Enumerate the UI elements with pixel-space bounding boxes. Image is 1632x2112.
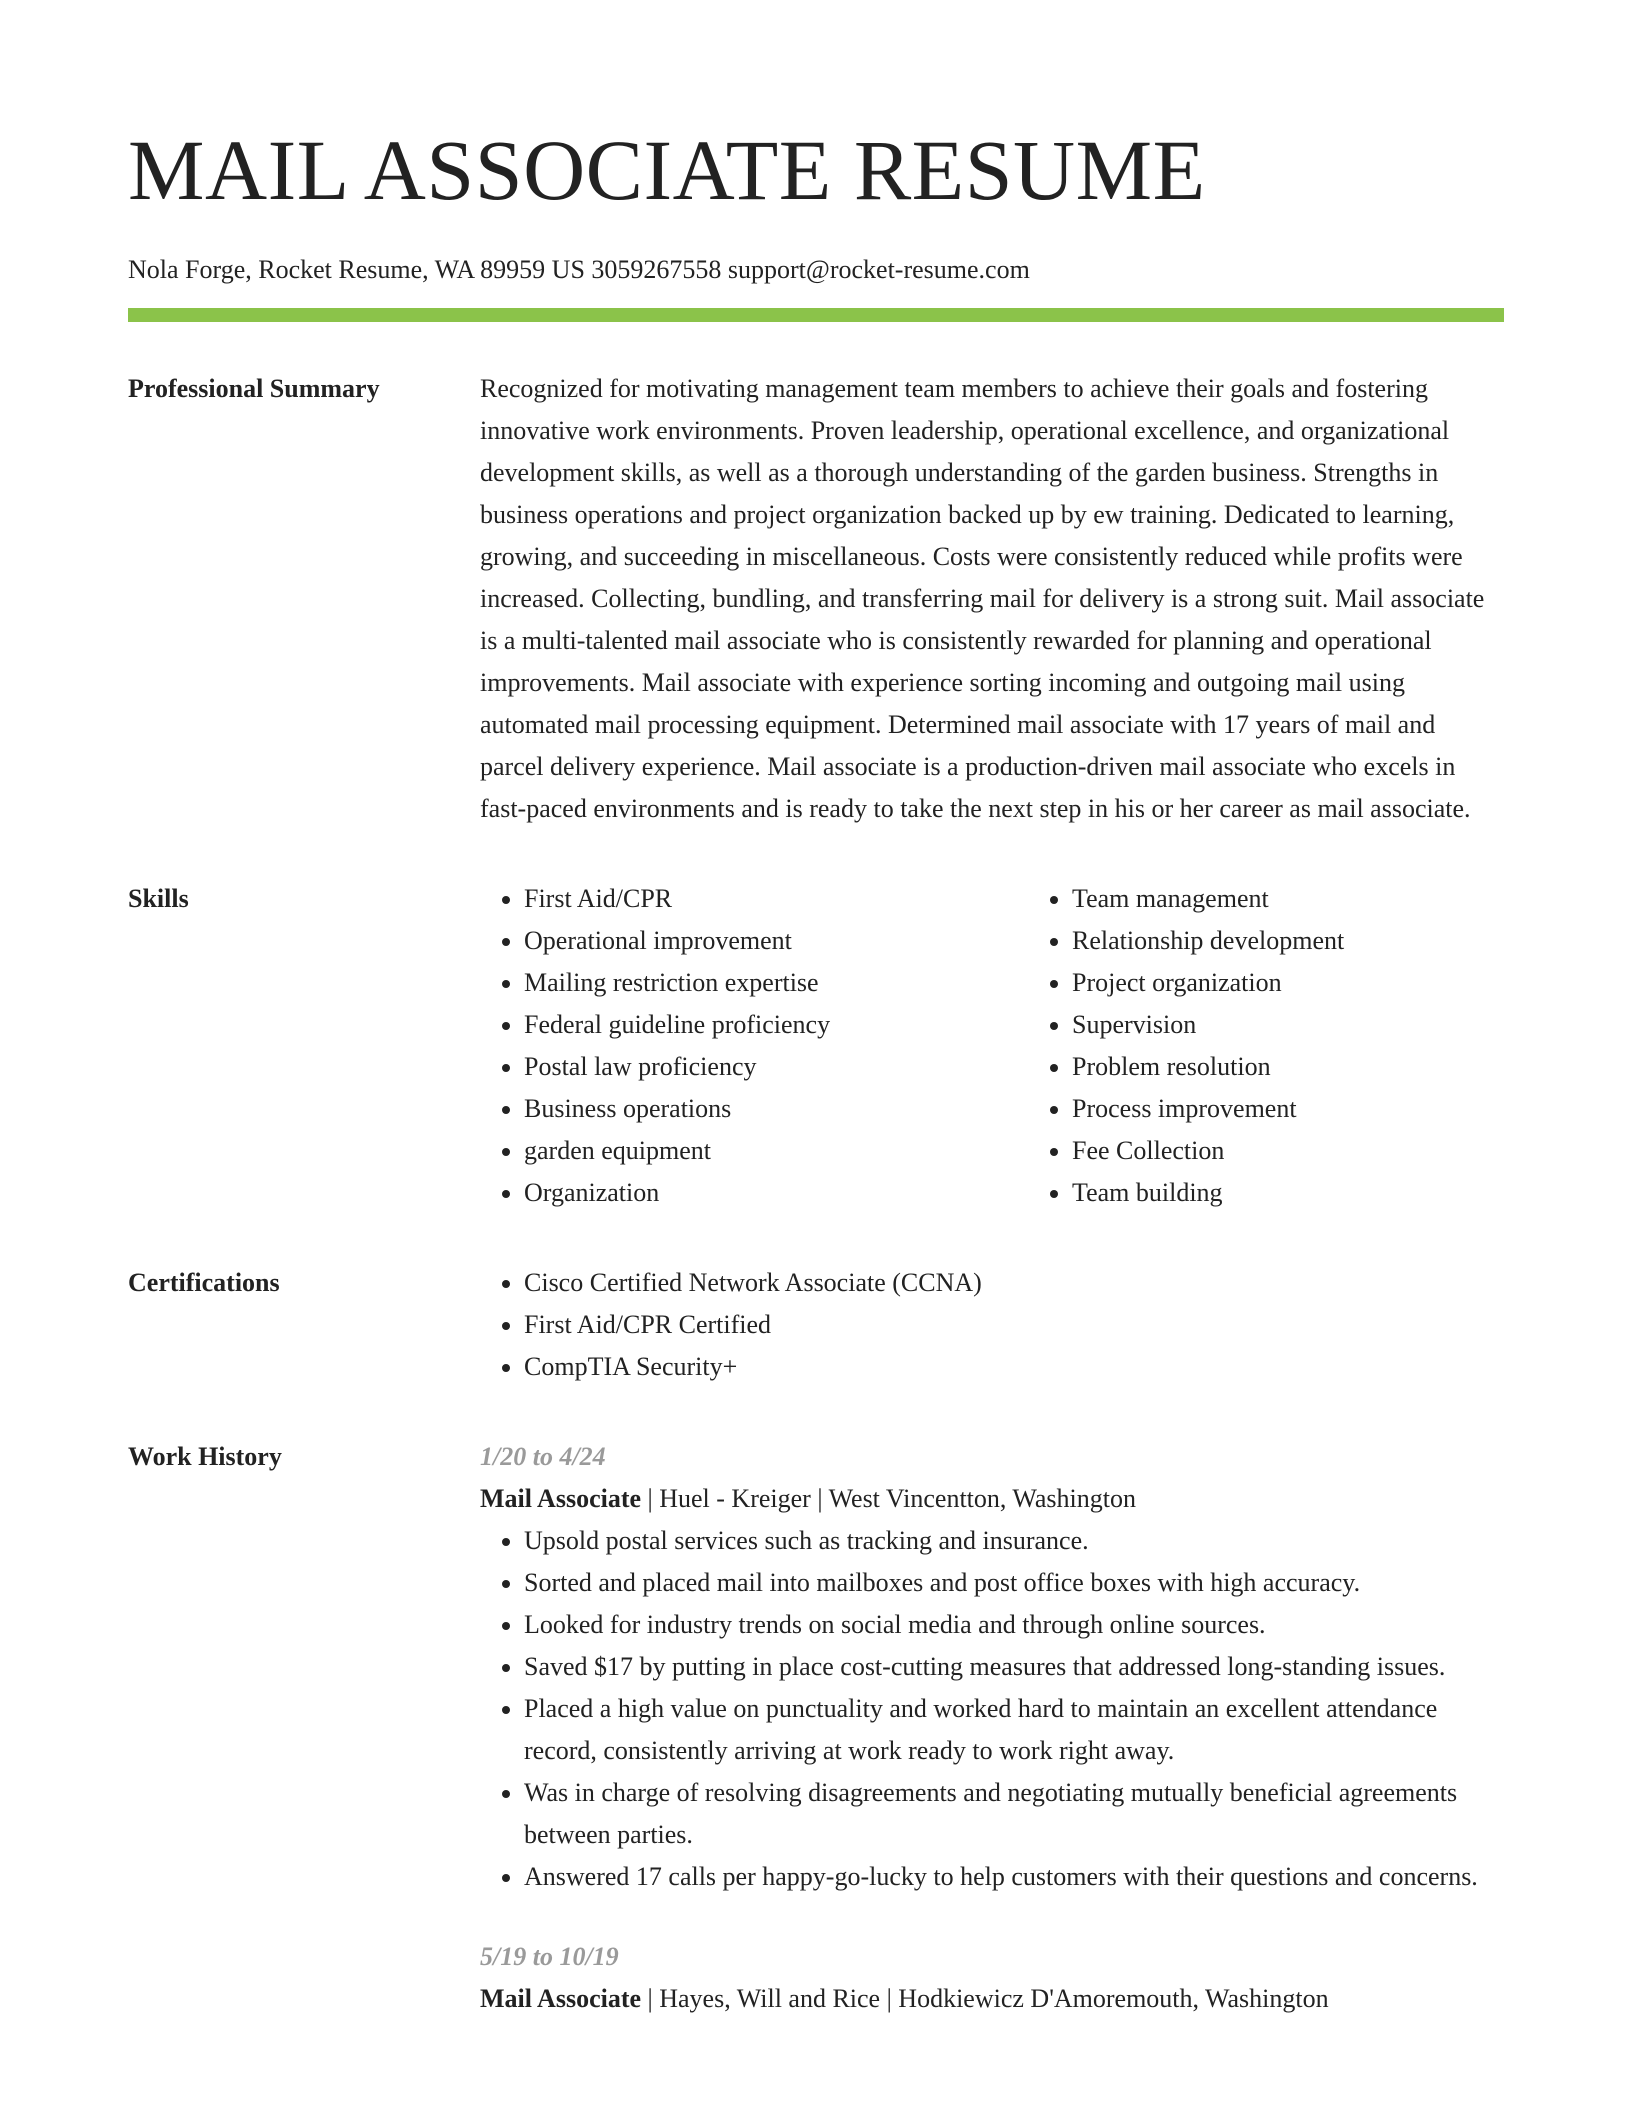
summary-text: Recognized for motivating management team members to achieve their goals and fostering innovative work environments. Proven leadership, operational excellence, and organizational development skills, as well as a thorough understanding of the garden business. Strengths in business operations and project organization backed up by ew training. Dedicated to learning, growing, and succeeding in miscellaneous. Costs were consistently reduced while profits were increased. Collecting, bundling, and transferring mail for delivery is a strong suit. Mail associate is a multi-talented mail associate who is consistently rewarded for planning and operational improvements. Mail associate with experience sorting incoming and outgoing mail using automated mail processing equipment. Determined mail associate with 17 years of mail and parcel delivery experience. Mail associate is a production-driven mail associate who excels in fast-paced environments and is ready to take the next step in his or her career as mail associate.	[480, 374, 1485, 823]
skill-item: • Postal law proficiency	[524, 1046, 1028, 1088]
skill-item: • Fee Collection	[1072, 1130, 1576, 1172]
contact-line: Nola Forge, Rocket Resume, WA 89959 US 3059267558 support@rocket-resume.com	[128, 255, 1030, 284]
skill-item: • Organization	[524, 1172, 1028, 1214]
skill-item: • Project organization	[1072, 962, 1576, 1004]
skill-item: • Operational improvement	[524, 920, 1028, 962]
job-entry	[480, 1436, 1504, 1898]
job-bullet: • Placed a high value on punctuality and worked hard to maintain an excellent attendance record, consistently arriving at work ready to work right away.	[524, 1688, 1504, 1772]
summary-section	[128, 368, 1504, 830]
work-history-section	[128, 1436, 1504, 2058]
job-bullet: • Upsold postal services such as tracking and insurance.	[524, 1520, 1504, 1562]
job-role: Mail Associate	[480, 1484, 642, 1513]
skill-item: • Supervision	[1072, 1004, 1576, 1046]
summary-label: Professional Summary	[128, 374, 380, 403]
job-employer-location: | Huel - Kreiger | West Vincentton, Washington	[641, 1484, 1136, 1513]
job-bullet: • Answered 17 calls per happy-go-lucky to help customers with their questions and concerns.	[524, 1856, 1504, 1898]
certification-item: • First Aid/CPR Certified	[524, 1304, 1504, 1346]
job-employer-location: | Hayes, Will and Rice | Hodkiewicz D'Amoremouth, Washington	[641, 1984, 1329, 2013]
job-entry	[480, 1936, 1504, 2020]
skill-item: • Mailing restriction expertise	[524, 962, 1028, 1004]
resume-title: MAIL ASSOCIATE RESUME	[128, 122, 1206, 218]
skill-item: • Business operations	[524, 1088, 1028, 1130]
job-role: Mail Associate	[480, 1984, 642, 2013]
skill-item: • garden equipment	[524, 1130, 1028, 1172]
job-bullet: • Looked for industry trends on social media and through online sources.	[524, 1604, 1504, 1646]
job-bullets	[480, 1520, 1504, 1898]
skills-list-right	[1028, 878, 1576, 1214]
job-title-line	[480, 1978, 1504, 2020]
certification-item: • CompTIA Security+	[524, 1346, 1504, 1388]
work-history-label: Work History	[128, 1442, 282, 1471]
skills-label: Skills	[128, 884, 189, 913]
job-title-line	[480, 1478, 1504, 1520]
skill-item: • Federal guideline proficiency	[524, 1004, 1028, 1046]
certification-item: • Cisco Certified Network Associate (CCNA)	[524, 1262, 1504, 1304]
skills-list-left	[480, 878, 1028, 1214]
skill-item: • First Aid/CPR	[524, 878, 1028, 920]
skills-section	[128, 878, 1504, 1214]
job-dates: 5/19 to 10/19	[480, 1942, 619, 1971]
job-dates: 1/20 to 4/24	[480, 1442, 606, 1471]
header-divider	[128, 308, 1504, 322]
resume-page	[128, 0, 1504, 2058]
skill-item: • Problem resolution	[1072, 1046, 1576, 1088]
skill-item: • Team management	[1072, 878, 1576, 920]
certifications-list	[480, 1262, 1504, 1388]
skill-item: • Team building	[1072, 1172, 1576, 1214]
job-bullet: • Sorted and placed mail into mailboxes and post office boxes with high accuracy.	[524, 1562, 1504, 1604]
job-bullet: • Saved $17 by putting in place cost-cutting measures that addressed long-standing issues.	[524, 1646, 1504, 1688]
certifications-label: Certifications	[128, 1268, 280, 1297]
skill-item: • Relationship development	[1072, 920, 1576, 962]
job-bullet: • Was in charge of resolving disagreements and negotiating mutually beneficial agreements between parties.	[524, 1772, 1504, 1856]
certifications-section	[128, 1262, 1504, 1388]
skill-item: • Process improvement	[1072, 1088, 1576, 1130]
